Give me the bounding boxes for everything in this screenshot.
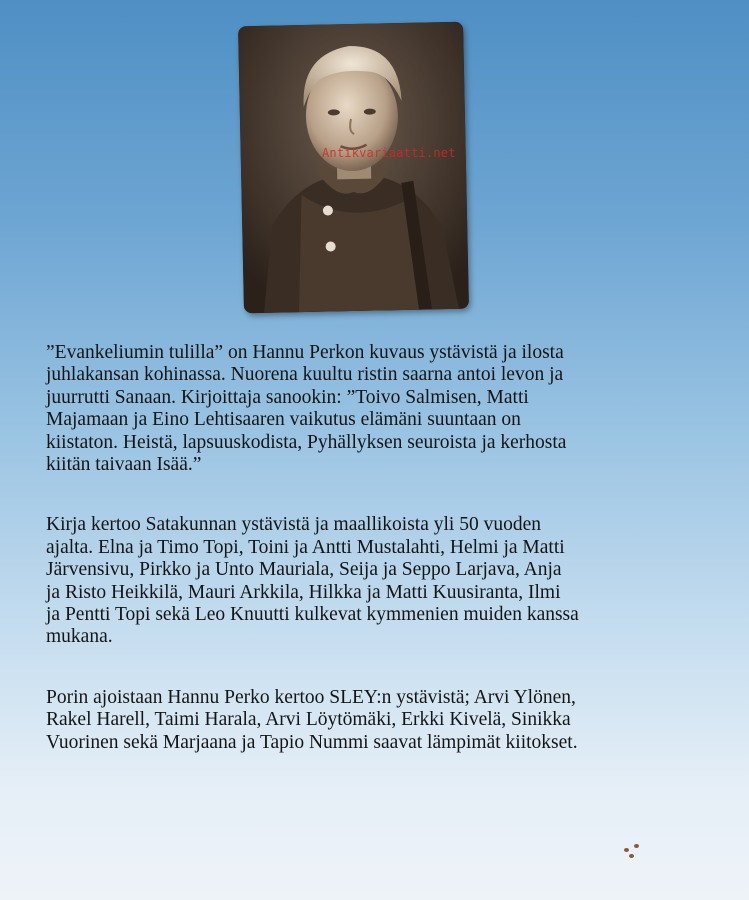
back-cover-text bbox=[46, 342, 736, 754]
portrait-photo bbox=[238, 22, 469, 314]
paragraph-satakunta: Kirja kertoo Satakunnan ystävistä ja maallikoista yli 50 vuoden ajalta. Elna ja Timo Topi, Toini ja Antti Mustalahti, Helmi ja Matti Järvensivu, Pirkko ja Unto Mauriala, Seija ja Seppo Larjava, Anja ja Risto Heikkilä, Mauri Arkkila, Hilkka ja Matti Kuusiranta, Ilmi ja Pentti Topi sekä Leo Knuutti kulkevat kymmenien muiden kanssa mukana. bbox=[46, 514, 579, 648]
watermark-text: Antikvariaatti.net bbox=[322, 146, 456, 160]
paragraph-pori: Porin ajoistaan Hannu Perko kertoo SLEY:n ystävistä; Arvi Ylönen, Rakel Harell, Taimi Harala, Arvi Löytömäki, Erkki Kivelä, Sinikka Vuorinen sekä Marjaana ja Tapio Nummi saavat lämpimät kiitokset. bbox=[46, 686, 578, 753]
paragraph-intro: ”Evankeliumin tulilla” on Hannu Perkon kuvaus ystävistä ja ilosta juhlakansan kohinassa. Nuorena kuultu ristin saarna antoi levon ja juurrutti Sanaan. Kirjoittaja sanookin: ”Toivo Salmisen, Matti Majamaan ja Eino Lehtisaaren vaikutus elämäni suuntaan on kiistaton. Heistä, lapsuuskodista, Pyhällyksen seuroista ja kerhosta kiitän taivaan Isää.” bbox=[46, 342, 567, 476]
child-portrait-image bbox=[238, 22, 469, 314]
